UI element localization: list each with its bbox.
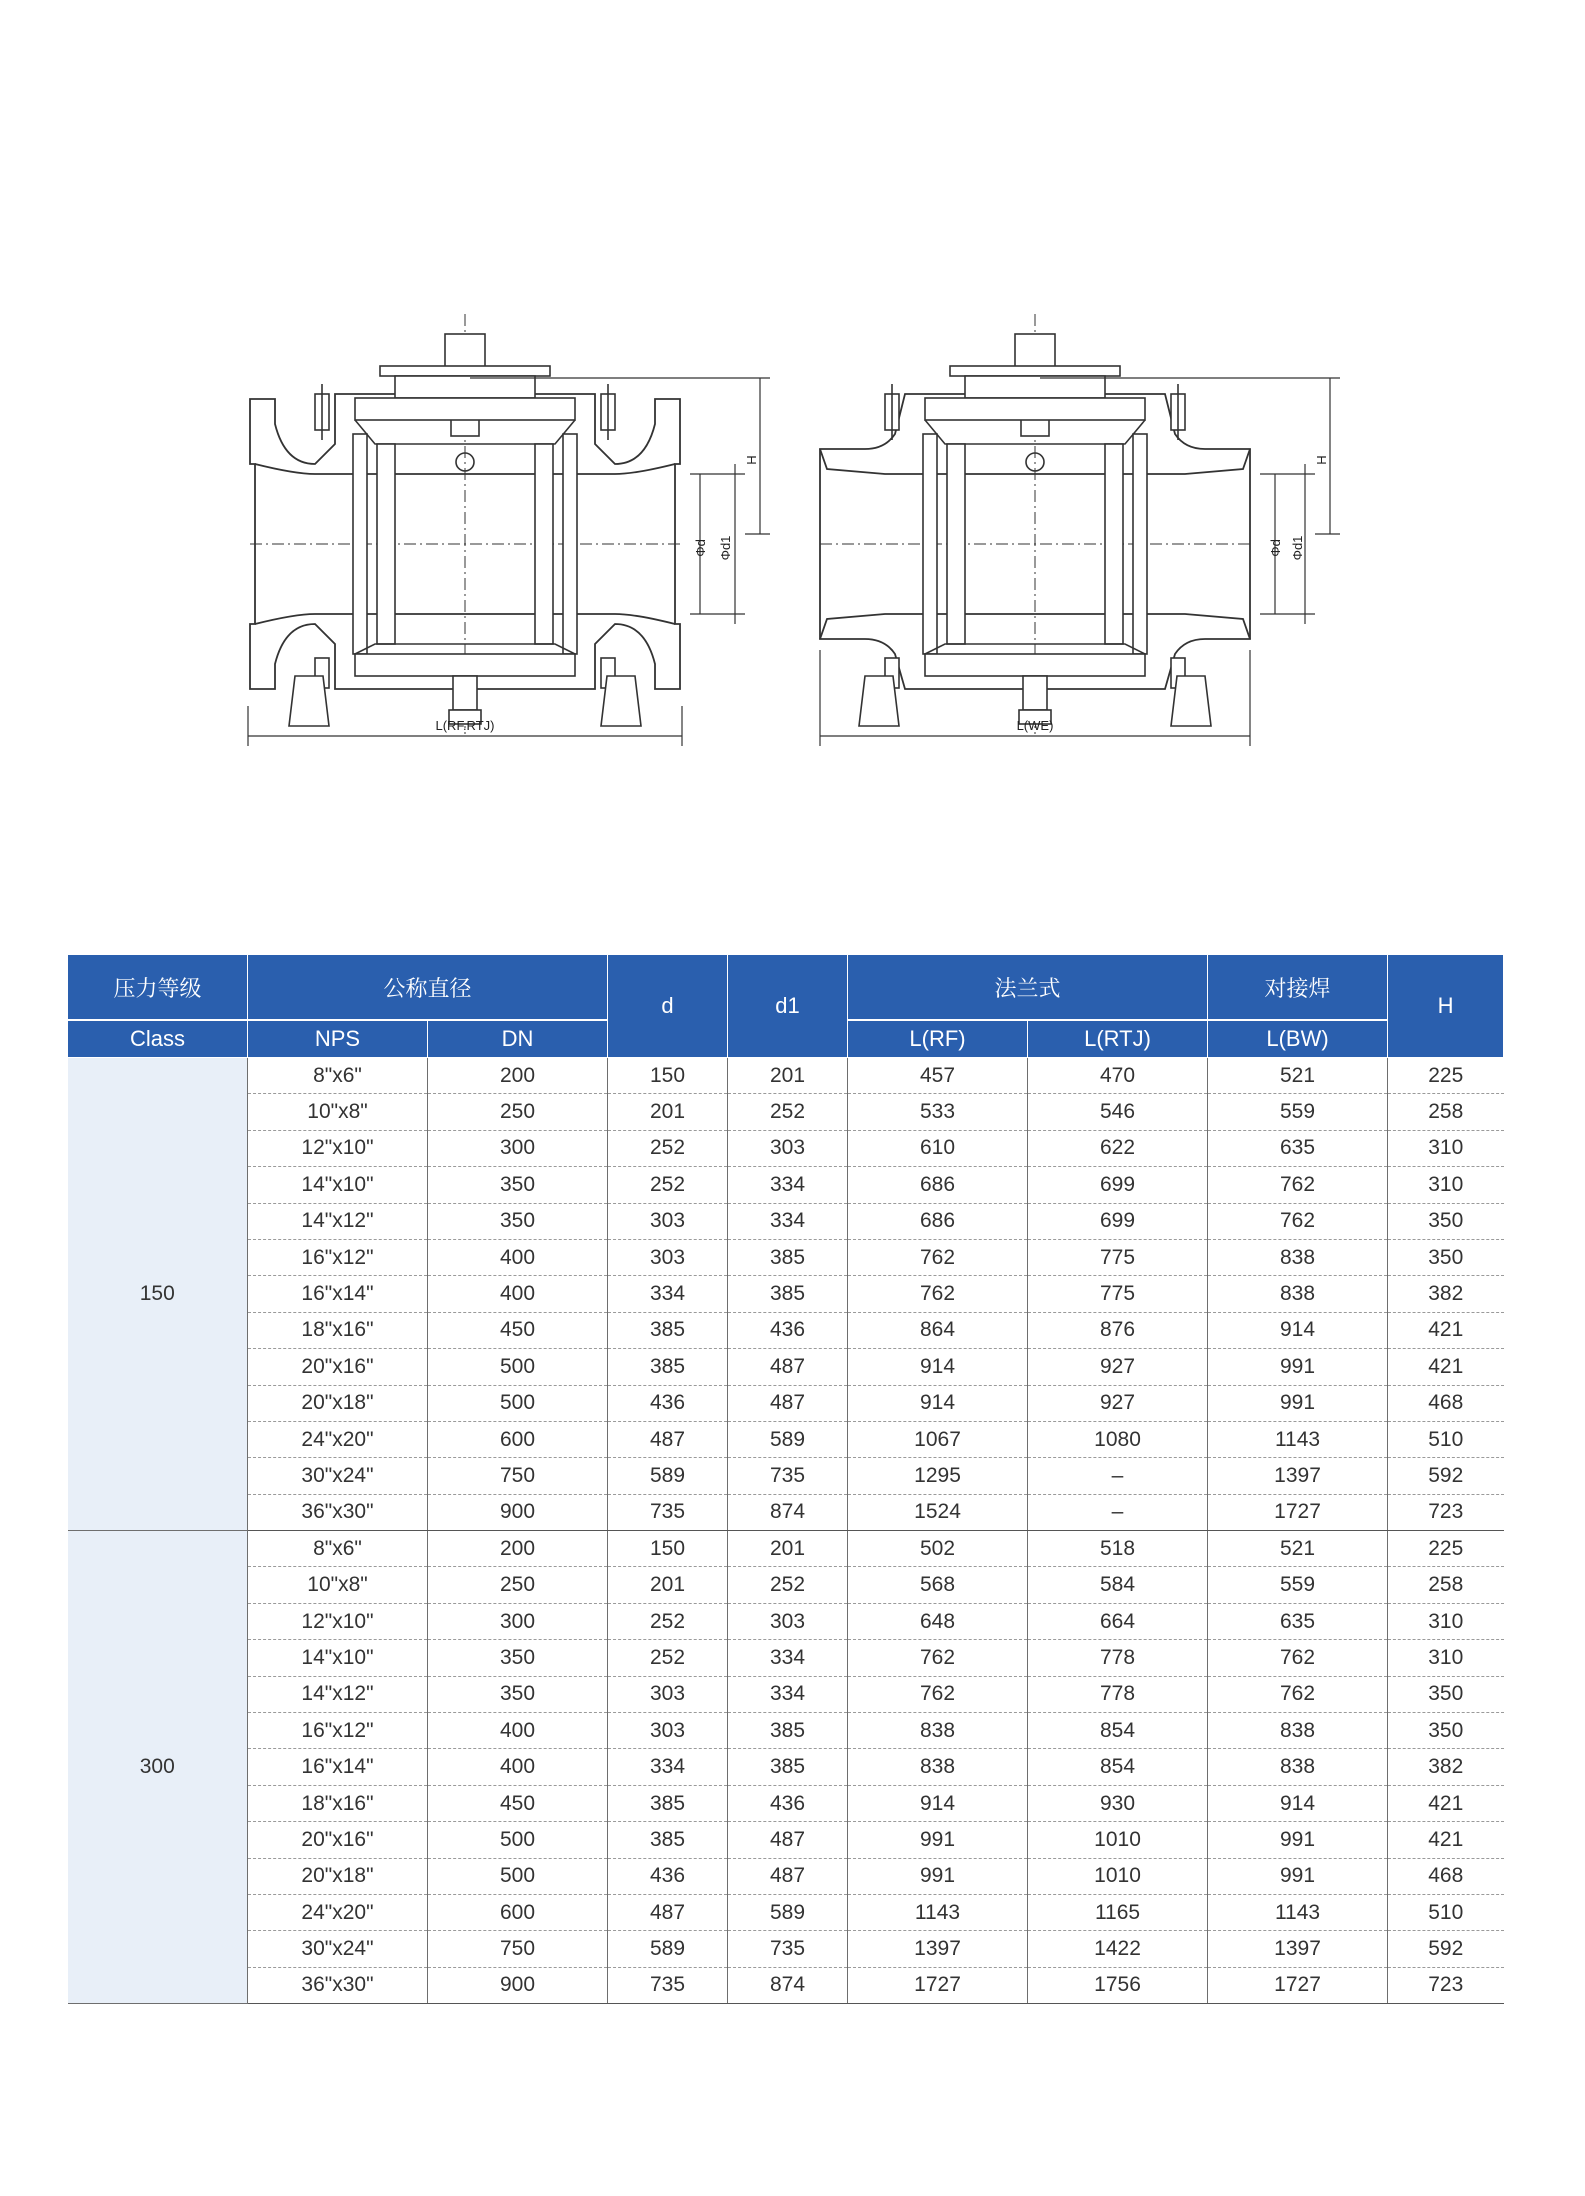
d1-cell: 735: [728, 1458, 848, 1494]
l-rtj-cell: 1756: [1028, 1967, 1208, 2003]
l-rtj-cell: 1010: [1028, 1858, 1208, 1894]
table-row: [68, 1894, 1504, 1930]
table-row: [68, 1603, 1504, 1639]
l-rf-cell: 533: [848, 1094, 1028, 1130]
l-rtj-cell: –: [1028, 1494, 1208, 1530]
dn-cell: 200: [428, 1058, 608, 1094]
l-bw-cell: 1143: [1208, 1894, 1388, 1930]
nps-cell: 18"x16": [248, 1312, 428, 1348]
flanged-valve-drawing: [248, 314, 770, 746]
l-bw-cell: 762: [1208, 1676, 1388, 1712]
h-cell: 350: [1388, 1239, 1504, 1275]
l-rf-cell: 838: [848, 1713, 1028, 1749]
l-rtj-cell: 854: [1028, 1749, 1208, 1785]
d1-cell: 436: [728, 1785, 848, 1821]
header-d: d: [608, 955, 728, 1058]
l-rtj-cell: 930: [1028, 1785, 1208, 1821]
d1-cell: 874: [728, 1967, 848, 2003]
l-bw-cell: 1143: [1208, 1421, 1388, 1457]
l-rtj-cell: 876: [1028, 1312, 1208, 1348]
h-cell: 310: [1388, 1640, 1504, 1676]
l-bw-cell: 1727: [1208, 1494, 1388, 1530]
dn-cell: 400: [428, 1239, 608, 1275]
nps-cell: 16"x14": [248, 1276, 428, 1312]
d1-cell: 303: [728, 1603, 848, 1639]
l-bw-cell: 559: [1208, 1094, 1388, 1130]
h-cell: 225: [1388, 1531, 1504, 1567]
d-cell: 252: [608, 1640, 728, 1676]
dn-cell: 300: [428, 1130, 608, 1166]
d1-cell: 385: [728, 1749, 848, 1785]
table-row: [68, 1312, 1504, 1348]
l-rf-cell: 1067: [848, 1421, 1028, 1457]
l-rtj-cell: 775: [1028, 1239, 1208, 1275]
table-row: [68, 1858, 1504, 1894]
h-cell: 421: [1388, 1822, 1504, 1858]
l-bw-cell: 914: [1208, 1312, 1388, 1348]
l-bw-cell: 1397: [1208, 1458, 1388, 1494]
l-bw-cell: 762: [1208, 1640, 1388, 1676]
d-cell: 303: [608, 1713, 728, 1749]
h-cell: 421: [1388, 1349, 1504, 1385]
h-cell: 310: [1388, 1603, 1504, 1639]
nps-cell: 10"x8": [248, 1567, 428, 1603]
d-cell: 487: [608, 1894, 728, 1930]
l-rf-cell: 1397: [848, 1931, 1028, 1967]
nps-cell: 20"x16": [248, 1349, 428, 1385]
d-cell: 735: [608, 1494, 728, 1530]
l-rtj-cell: 854: [1028, 1713, 1208, 1749]
header-flange-cn: 法兰式: [848, 955, 1208, 1021]
d-cell: 334: [608, 1749, 728, 1785]
l-rtj-cell: 664: [1028, 1603, 1208, 1639]
table-row: [68, 1676, 1504, 1712]
table-row: [68, 1130, 1504, 1166]
d1-cell: 303: [728, 1130, 848, 1166]
l-rtj-cell: 470: [1028, 1058, 1208, 1094]
dn-cell: 350: [428, 1640, 608, 1676]
d1-cell: 201: [728, 1058, 848, 1094]
table-body: [68, 1058, 1504, 2004]
dn-cell: 750: [428, 1931, 608, 1967]
l-rf-cell: 610: [848, 1130, 1028, 1166]
d-cell: 150: [608, 1058, 728, 1094]
l-bw-cell: 838: [1208, 1749, 1388, 1785]
h-cell: 421: [1388, 1312, 1504, 1348]
d-cell: 303: [608, 1239, 728, 1275]
d-cell: 385: [608, 1822, 728, 1858]
l-bw-cell: 762: [1208, 1203, 1388, 1239]
dn-cell: 450: [428, 1785, 608, 1821]
d1-cell: 487: [728, 1385, 848, 1421]
l-bw-cell: 838: [1208, 1276, 1388, 1312]
dn-cell: 900: [428, 1494, 608, 1530]
d1-cell: 735: [728, 1931, 848, 1967]
d-cell: 303: [608, 1676, 728, 1712]
d-cell: 735: [608, 1967, 728, 2003]
nps-cell: 8"x6": [248, 1531, 428, 1567]
header-dn: DN: [428, 1020, 608, 1058]
dn-cell: 750: [428, 1458, 608, 1494]
welded-valve-drawing: [820, 314, 1340, 746]
table-row: [68, 1494, 1504, 1530]
table-row: [68, 1385, 1504, 1421]
nps-cell: 14"x10": [248, 1167, 428, 1203]
dimension-table: [67, 954, 1504, 2004]
nps-cell: 20"x18": [248, 1858, 428, 1894]
header-nominal-size-cn: 公称直径: [248, 955, 608, 1021]
d1-cell: 334: [728, 1167, 848, 1203]
right-h-label: H: [1314, 455, 1329, 465]
header-l-rtj: L(RTJ): [1028, 1020, 1208, 1058]
header-l-rf: L(RF): [848, 1020, 1028, 1058]
dn-cell: 250: [428, 1094, 608, 1130]
nps-cell: 20"x16": [248, 1822, 428, 1858]
l-bw-cell: 1727: [1208, 1967, 1388, 2003]
table-row: [68, 1167, 1504, 1203]
l-rf-cell: 648: [848, 1603, 1028, 1639]
h-cell: 310: [1388, 1130, 1504, 1166]
dn-cell: 400: [428, 1276, 608, 1312]
d-cell: 385: [608, 1349, 728, 1385]
l-bw-cell: 914: [1208, 1785, 1388, 1821]
nps-cell: 36"x30": [248, 1494, 428, 1530]
dn-cell: 400: [428, 1749, 608, 1785]
d-cell: 589: [608, 1931, 728, 1967]
nps-cell: 14"x10": [248, 1640, 428, 1676]
l-rf-cell: 1524: [848, 1494, 1028, 1530]
left-h-label: H: [744, 455, 759, 465]
l-bw-cell: 635: [1208, 1130, 1388, 1166]
d-cell: 252: [608, 1603, 728, 1639]
d1-cell: 252: [728, 1567, 848, 1603]
d-cell: 589: [608, 1458, 728, 1494]
l-rf-cell: 1295: [848, 1458, 1028, 1494]
table-row: [68, 1567, 1504, 1603]
l-rf-cell: 686: [848, 1167, 1028, 1203]
dn-cell: 200: [428, 1531, 608, 1567]
l-bw-cell: 838: [1208, 1713, 1388, 1749]
nps-cell: 24"x20": [248, 1421, 428, 1457]
dn-cell: 350: [428, 1167, 608, 1203]
nps-cell: 14"x12": [248, 1203, 428, 1239]
d-cell: 252: [608, 1130, 728, 1166]
d-cell: 436: [608, 1385, 728, 1421]
left-d-label: Φd: [693, 539, 708, 557]
d-cell: 201: [608, 1567, 728, 1603]
l-rf-cell: 762: [848, 1640, 1028, 1676]
left-d1-label: Φd1: [718, 535, 733, 561]
l-rtj-cell: –: [1028, 1458, 1208, 1494]
h-cell: 225: [1388, 1058, 1504, 1094]
l-rf-cell: 762: [848, 1276, 1028, 1312]
d-cell: 334: [608, 1276, 728, 1312]
d1-cell: 436: [728, 1312, 848, 1348]
l-bw-cell: 521: [1208, 1531, 1388, 1567]
table-row: [68, 1239, 1504, 1275]
d1-cell: 385: [728, 1713, 848, 1749]
d1-cell: 334: [728, 1203, 848, 1239]
d1-cell: 334: [728, 1676, 848, 1712]
d-cell: 385: [608, 1785, 728, 1821]
nps-cell: 36"x30": [248, 1967, 428, 2003]
l-bw-cell: 838: [1208, 1239, 1388, 1275]
table-row: [68, 1640, 1504, 1676]
header-pressure-class-cn: 压力等级: [68, 955, 248, 1021]
class-cell: 150: [68, 1058, 248, 1531]
header-h: H: [1388, 955, 1504, 1058]
h-cell: 723: [1388, 1494, 1504, 1530]
right-length-label: L(WE): [1016, 718, 1054, 733]
h-cell: 258: [1388, 1567, 1504, 1603]
l-rf-cell: 762: [848, 1676, 1028, 1712]
h-cell: 350: [1388, 1203, 1504, 1239]
l-rtj-cell: 927: [1028, 1385, 1208, 1421]
header-nps: NPS: [248, 1020, 428, 1058]
nps-cell: 16"x12": [248, 1239, 428, 1275]
dn-cell: 600: [428, 1894, 608, 1930]
d-cell: 303: [608, 1203, 728, 1239]
h-cell: 350: [1388, 1676, 1504, 1712]
d1-cell: 874: [728, 1494, 848, 1530]
h-cell: 510: [1388, 1894, 1504, 1930]
l-rtj-cell: 546: [1028, 1094, 1208, 1130]
d1-cell: 487: [728, 1349, 848, 1385]
l-rf-cell: 914: [848, 1385, 1028, 1421]
nps-cell: 20"x18": [248, 1385, 428, 1421]
l-rtj-cell: 1080: [1028, 1421, 1208, 1457]
nps-cell: 8"x6": [248, 1058, 428, 1094]
nps-cell: 10"x8": [248, 1094, 428, 1130]
header-class: Class: [68, 1020, 248, 1058]
dn-cell: 350: [428, 1676, 608, 1712]
d1-cell: 385: [728, 1276, 848, 1312]
l-rtj-cell: 622: [1028, 1130, 1208, 1166]
l-rtj-cell: 1165: [1028, 1894, 1208, 1930]
l-rtj-cell: 927: [1028, 1349, 1208, 1385]
table-row: [68, 1094, 1504, 1130]
d1-cell: 589: [728, 1894, 848, 1930]
l-rf-cell: 1143: [848, 1894, 1028, 1930]
table-row: [68, 1967, 1504, 2003]
table-row: [68, 1749, 1504, 1785]
nps-cell: 14"x12": [248, 1676, 428, 1712]
right-d-label: Φd: [1268, 539, 1283, 557]
class-cell: 300: [68, 1531, 248, 2004]
table-row: [68, 1785, 1504, 1821]
nps-cell: 12"x10": [248, 1130, 428, 1166]
valve-drawings-svg: [0, 0, 1585, 900]
l-rtj-cell: 1422: [1028, 1931, 1208, 1967]
table-row: [68, 1421, 1504, 1457]
dn-cell: 450: [428, 1312, 608, 1348]
l-rf-cell: 568: [848, 1567, 1028, 1603]
table-row: [68, 1203, 1504, 1239]
d1-cell: 334: [728, 1640, 848, 1676]
l-rf-cell: 502: [848, 1531, 1028, 1567]
h-cell: 723: [1388, 1967, 1504, 2003]
d-cell: 487: [608, 1421, 728, 1457]
l-rf-cell: 991: [848, 1822, 1028, 1858]
d-cell: 150: [608, 1531, 728, 1567]
l-rf-cell: 762: [848, 1239, 1028, 1275]
h-cell: 592: [1388, 1458, 1504, 1494]
header-butt-weld-cn: 对接焊: [1208, 955, 1388, 1021]
dn-cell: 600: [428, 1421, 608, 1457]
d-cell: 252: [608, 1167, 728, 1203]
h-cell: 421: [1388, 1785, 1504, 1821]
l-rtj-cell: 584: [1028, 1567, 1208, 1603]
h-cell: 510: [1388, 1421, 1504, 1457]
l-rf-cell: 838: [848, 1749, 1028, 1785]
nps-cell: 16"x14": [248, 1749, 428, 1785]
l-rf-cell: 1727: [848, 1967, 1028, 2003]
h-cell: 468: [1388, 1385, 1504, 1421]
nps-cell: 24"x20": [248, 1894, 428, 1930]
nps-cell: 30"x24": [248, 1931, 428, 1967]
dn-cell: 250: [428, 1567, 608, 1603]
l-rf-cell: 914: [848, 1785, 1028, 1821]
l-bw-cell: 991: [1208, 1385, 1388, 1421]
l-rtj-cell: 518: [1028, 1531, 1208, 1567]
d-cell: 201: [608, 1094, 728, 1130]
dn-cell: 500: [428, 1858, 608, 1894]
l-bw-cell: 521: [1208, 1058, 1388, 1094]
h-cell: 350: [1388, 1713, 1504, 1749]
d1-cell: 252: [728, 1094, 848, 1130]
l-bw-cell: 991: [1208, 1822, 1388, 1858]
l-rtj-cell: 778: [1028, 1640, 1208, 1676]
d1-cell: 201: [728, 1531, 848, 1567]
table-row: [68, 1531, 1504, 1567]
dn-cell: 500: [428, 1349, 608, 1385]
dn-cell: 400: [428, 1713, 608, 1749]
dn-cell: 500: [428, 1822, 608, 1858]
dn-cell: 350: [428, 1203, 608, 1239]
l-rf-cell: 864: [848, 1312, 1028, 1348]
table-row: [68, 1713, 1504, 1749]
d-cell: 385: [608, 1312, 728, 1348]
l-bw-cell: 762: [1208, 1167, 1388, 1203]
table-row: [68, 1276, 1504, 1312]
header-l-bw: L(BW): [1208, 1020, 1388, 1058]
right-d1-label: Φd1: [1290, 535, 1305, 561]
l-bw-cell: 559: [1208, 1567, 1388, 1603]
nps-cell: 12"x10": [248, 1603, 428, 1639]
l-rtj-cell: 778: [1028, 1676, 1208, 1712]
h-cell: 258: [1388, 1094, 1504, 1130]
d-cell: 436: [608, 1858, 728, 1894]
table-row: [68, 1822, 1504, 1858]
left-length-label: L(RF.RTJ): [435, 718, 495, 733]
nps-cell: 16"x12": [248, 1713, 428, 1749]
h-cell: 310: [1388, 1167, 1504, 1203]
dn-cell: 300: [428, 1603, 608, 1639]
dn-cell: 900: [428, 1967, 608, 2003]
h-cell: 382: [1388, 1749, 1504, 1785]
header-d1: d1: [728, 955, 848, 1058]
table-row: [68, 1931, 1504, 1967]
l-bw-cell: 991: [1208, 1349, 1388, 1385]
l-rtj-cell: 699: [1028, 1167, 1208, 1203]
l-bw-cell: 635: [1208, 1603, 1388, 1639]
d1-cell: 487: [728, 1822, 848, 1858]
l-rf-cell: 991: [848, 1858, 1028, 1894]
l-bw-cell: 1397: [1208, 1931, 1388, 1967]
l-rf-cell: 914: [848, 1349, 1028, 1385]
h-cell: 468: [1388, 1858, 1504, 1894]
nps-cell: 18"x16": [248, 1785, 428, 1821]
valve-drawings: [0, 0, 1585, 900]
l-bw-cell: 991: [1208, 1858, 1388, 1894]
d1-cell: 385: [728, 1239, 848, 1275]
l-rf-cell: 457: [848, 1058, 1028, 1094]
l-rf-cell: 686: [848, 1203, 1028, 1239]
h-cell: 382: [1388, 1276, 1504, 1312]
d1-cell: 589: [728, 1421, 848, 1457]
l-rtj-cell: 699: [1028, 1203, 1208, 1239]
l-rtj-cell: 1010: [1028, 1822, 1208, 1858]
table-row: [68, 1458, 1504, 1494]
nps-cell: 30"x24": [248, 1458, 428, 1494]
d1-cell: 487: [728, 1858, 848, 1894]
l-rtj-cell: 775: [1028, 1276, 1208, 1312]
dn-cell: 500: [428, 1385, 608, 1421]
table-row: [68, 1058, 1504, 1094]
h-cell: 592: [1388, 1931, 1504, 1967]
table-row: [68, 1349, 1504, 1385]
